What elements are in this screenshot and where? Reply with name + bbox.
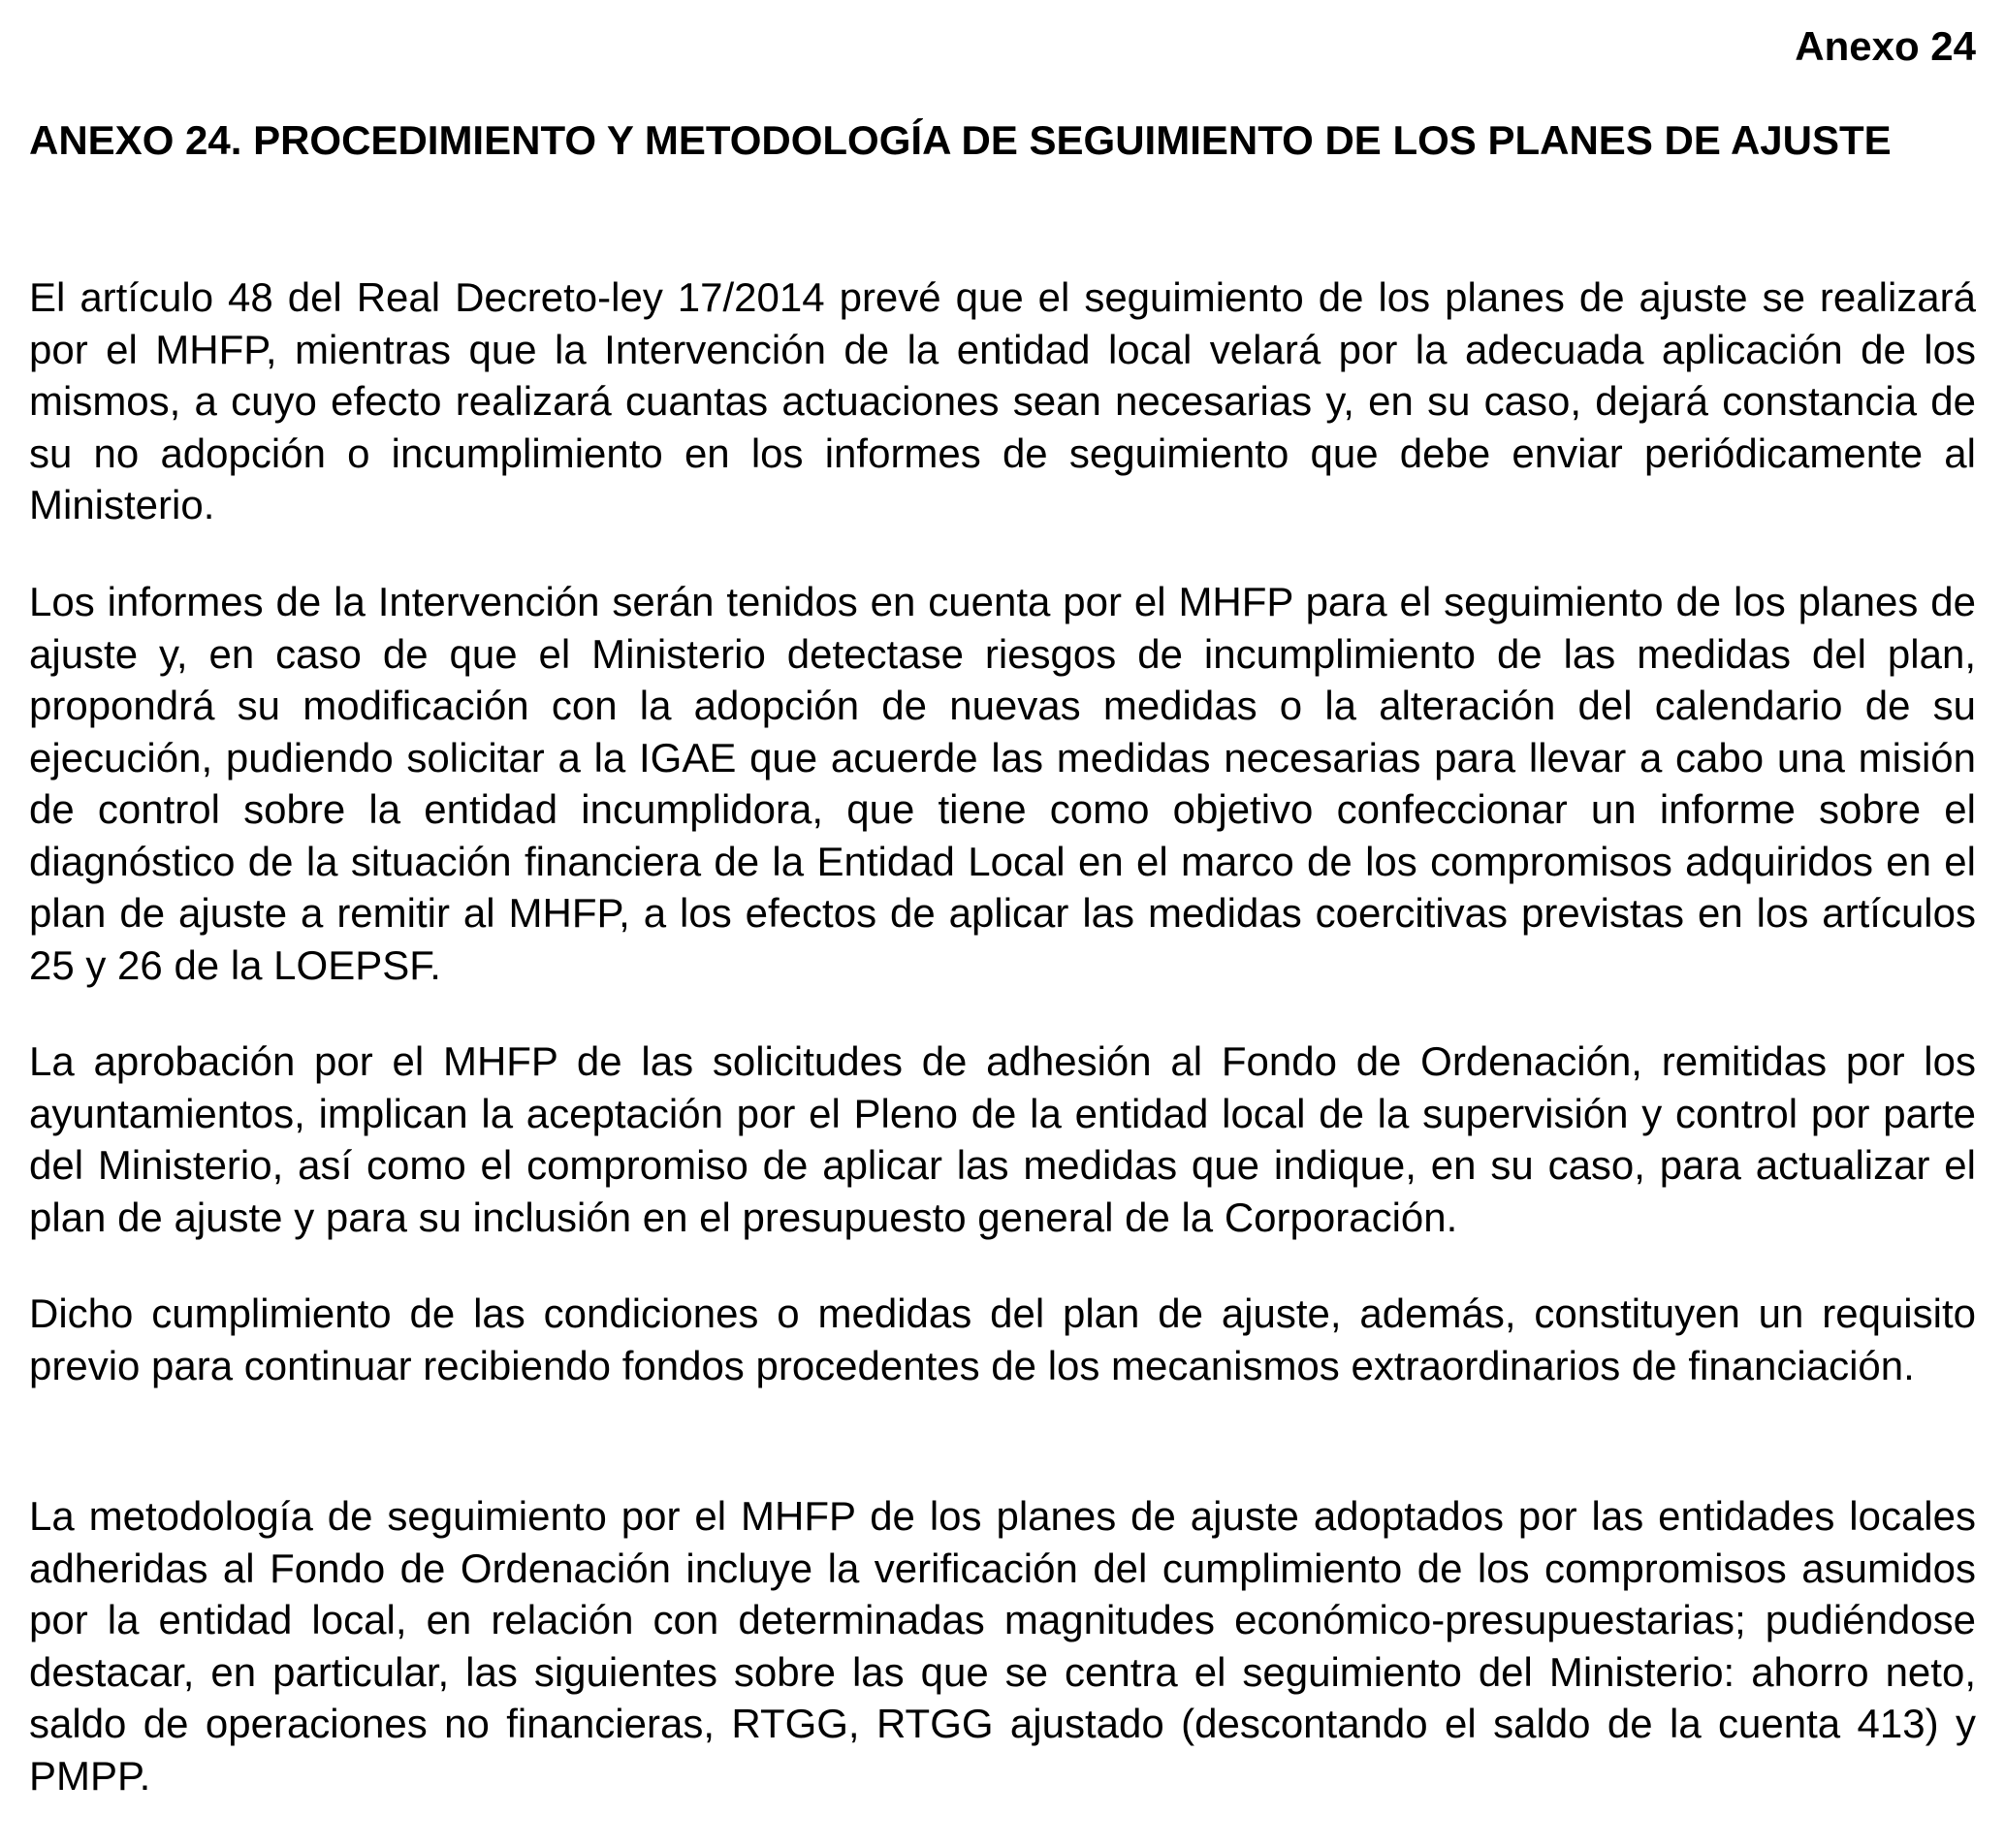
paragraph-1: El artículo 48 del Real Decreto-ley 17/2014 prevé que el seguimiento de los planes de ajuste se realizará por el MHFP, mientras que la Intervención de la entidad local velará por la adecuada aplicación de los mismos, a cuyo efecto realizará cuantas actuaciones sean necesarias y, en su caso, dejará constancia de su no adopción o incumplimiento en los informes de seguimiento que debe enviar periódicamente al Ministerio.	[29, 274, 1976, 527]
paragraph-2: Los informes de la Intervención serán tenidos en cuenta por el MHFP para el seguimiento de los planes de ajuste y, en caso de que el Ministerio detectase riesgos de incumplimiento de las medidas del plan, propondrá su modificación con la adopción de nuevas medidas o la alteración del calendario de su ejecución, pudiendo solicitar a la IGAE que acuerde las medidas necesarias para llevar a cabo una misión de control sobre la entidad incumplidora, que tiene como objetivo confeccionar un informe sobre el diagnóstico de la situación financiera de la Entidad Local en el marco de los compromisos adquiridos en el plan de ajuste a remitir al MHFP, a los efectos de aplicar las medidas coercitivas previstas en los artículos 25 y 26 de la LOEPSF.	[29, 579, 1976, 988]
annex-label: Anexo 24	[1795, 23, 1976, 69]
document-title: ANEXO 24. PROCEDIMIENTO Y METODOLOGÍA DE SEGUIMIENTO DE LOS PLANES DE AJUSTE	[29, 117, 1892, 163]
paragraph-5: La metodología de seguimiento por el MHFP de los planes de ajuste adoptados por las entidades locales adheridas al Fondo de Ordenación incluye la verificación del cumplimiento de los compromisos asumidos por la entidad local, en relación con determinadas magnitudes económico-presupuestarias; pudiéndose destacar, en particular, las siguientes sobre las que se centra el seguimiento del Ministerio: ahorro neto, saldo de operaciones no financieras, RTGG, RTGG ajustado (descontando el saldo de la cuenta 413) y PMPP.	[29, 1493, 1976, 1799]
paragraph-3: La aprobación por el MHFP de las solicitudes de adhesión al Fondo de Ordenación, remitidas por los ayuntamientos, implican la aceptación por el Pleno de la entidad local de la supervisión y control por parte del Ministerio, así como el compromiso de aplicar las medidas que indique, en su caso, para actualizar el plan de ajuste y para su inclusión en el presupuesto general de la Corporación.	[29, 1038, 1976, 1240]
paragraph-4: Dicho cumplimiento de las condiciones o medidas del plan de ajuste, además, constituyen un requisito previo para continuar recibiendo fondos procedentes de los mecanismos extraordinarios de financiación.	[29, 1290, 1976, 1388]
